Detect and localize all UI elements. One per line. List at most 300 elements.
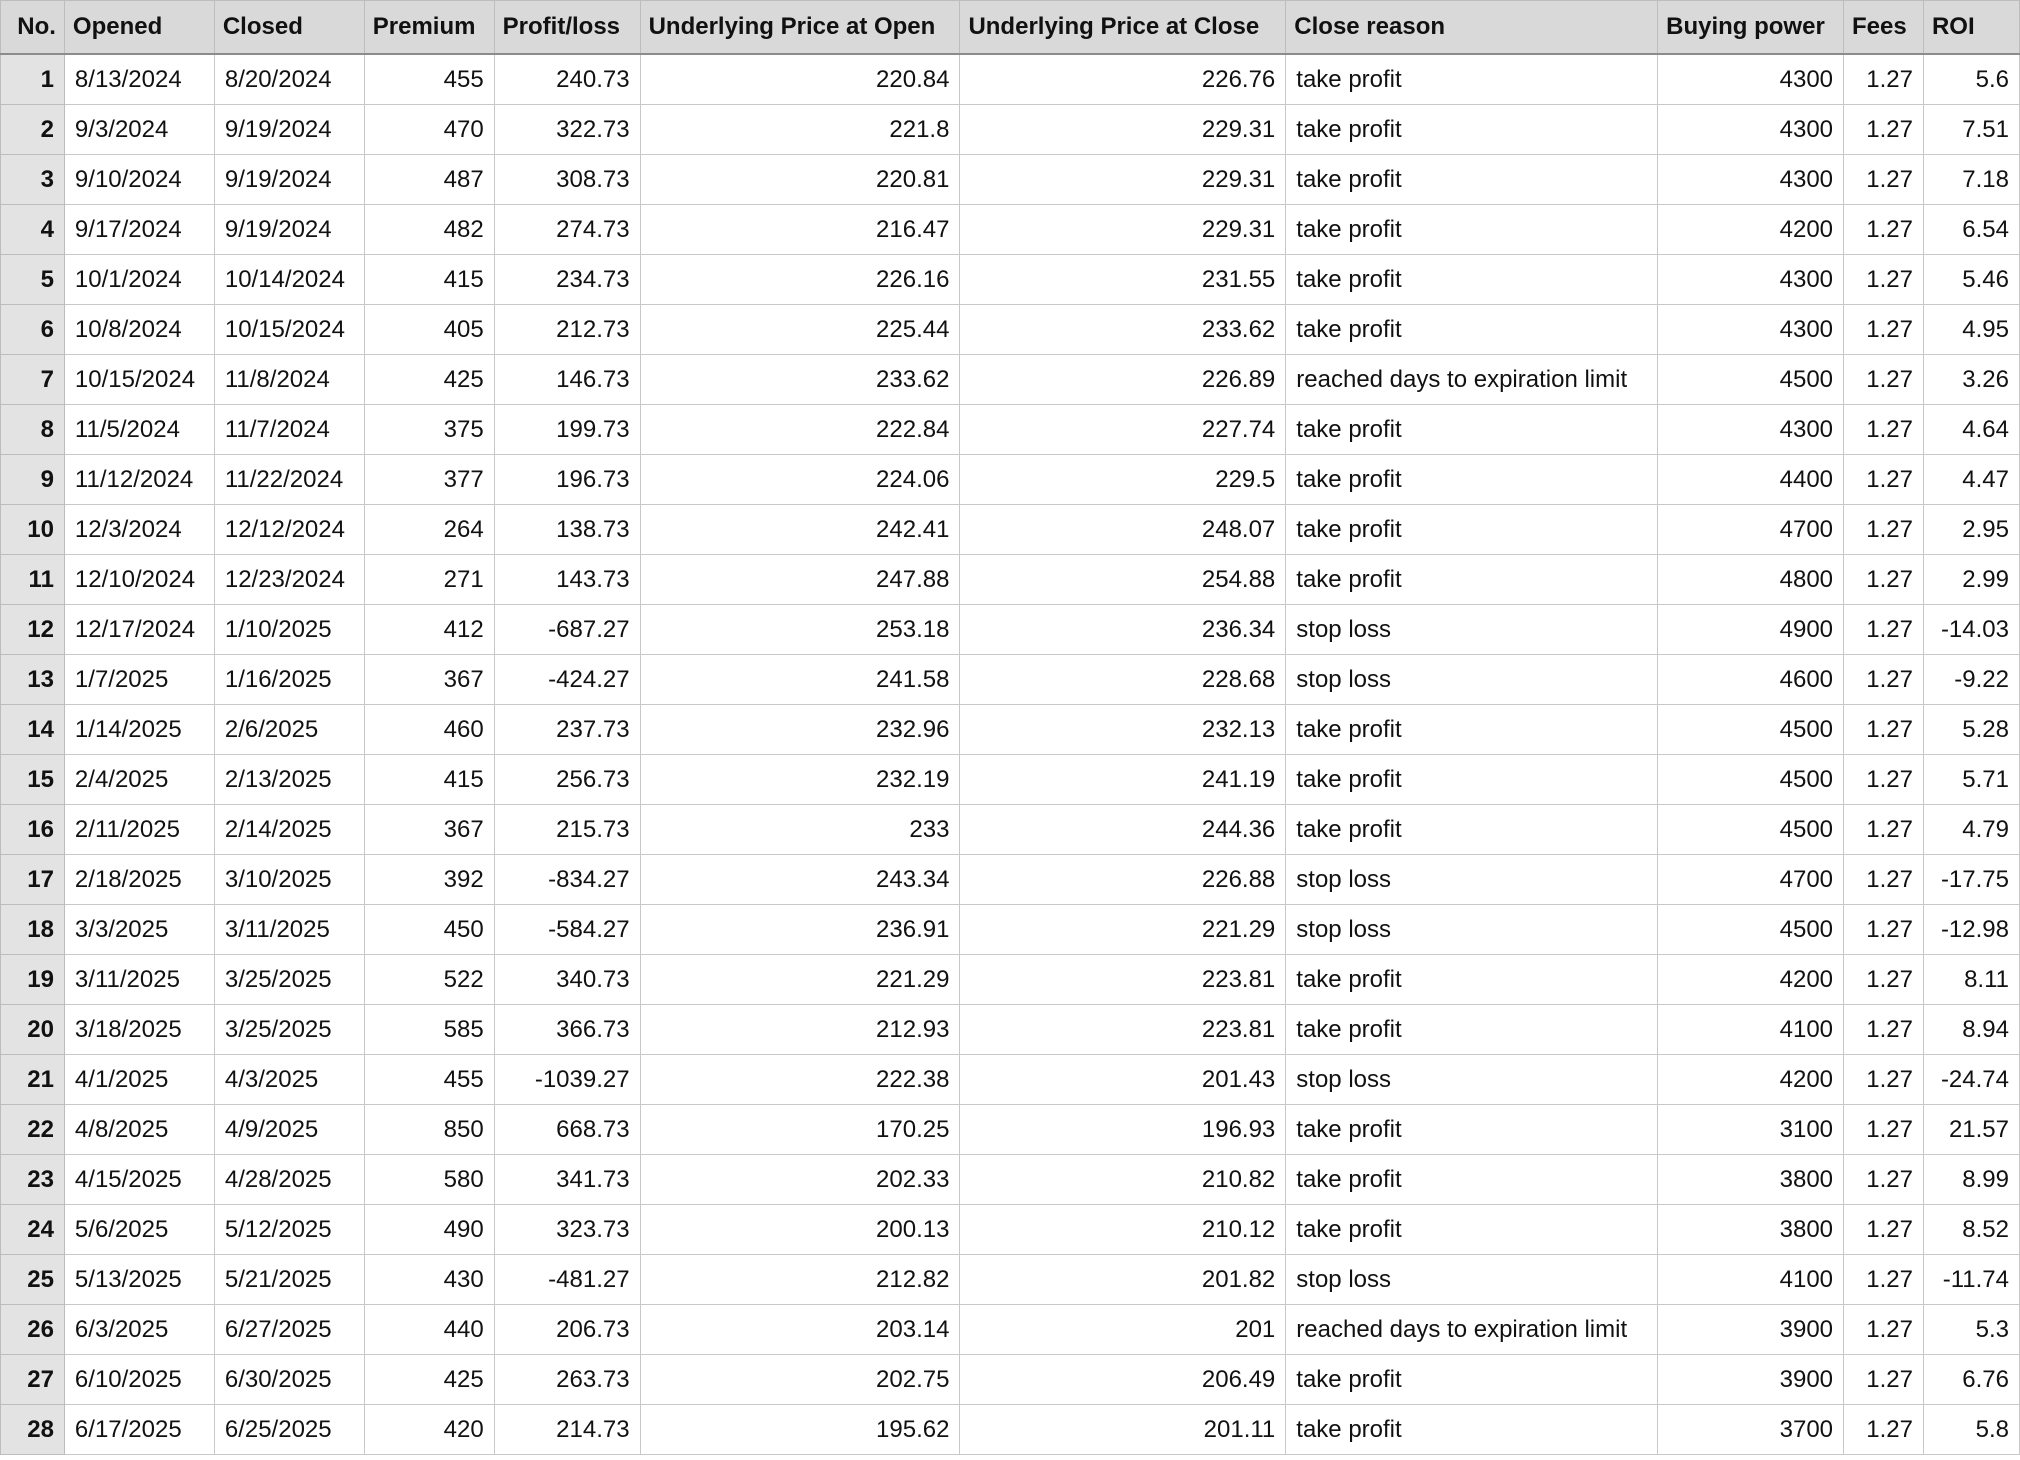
price-open-cell[interactable]: 202.33 xyxy=(640,1155,960,1205)
price-open-cell[interactable]: 226.16 xyxy=(640,255,960,305)
premium-cell[interactable]: 490 xyxy=(364,1205,494,1255)
close-reason-cell[interactable]: take profit xyxy=(1286,1155,1658,1205)
premium-cell[interactable]: 470 xyxy=(364,105,494,155)
price-open-cell[interactable]: 221.29 xyxy=(640,955,960,1005)
premium-cell[interactable]: 522 xyxy=(364,955,494,1005)
profit-loss-cell[interactable]: 263.73 xyxy=(494,1355,640,1405)
profit-loss-cell[interactable]: 366.73 xyxy=(494,1005,640,1055)
roi-cell[interactable]: 5.3 xyxy=(1923,1305,2019,1355)
price-close-cell[interactable]: 201.43 xyxy=(960,1055,1286,1105)
fees-cell[interactable]: 1.27 xyxy=(1844,1255,1924,1305)
buying-power-cell[interactable]: 3900 xyxy=(1658,1305,1844,1355)
close-reason-cell[interactable]: take profit xyxy=(1286,54,1658,105)
fees-cell[interactable]: 1.27 xyxy=(1844,1355,1924,1405)
opened-cell[interactable]: 5/6/2025 xyxy=(64,1205,214,1255)
opened-cell[interactable]: 9/10/2024 xyxy=(64,155,214,205)
fees-cell[interactable]: 1.27 xyxy=(1844,755,1924,805)
close-reason-cell[interactable]: stop loss xyxy=(1286,1255,1658,1305)
price-close-cell[interactable]: 201 xyxy=(960,1305,1286,1355)
row-number[interactable]: 11 xyxy=(1,555,65,605)
roi-cell[interactable]: 6.76 xyxy=(1923,1355,2019,1405)
closed-cell[interactable]: 11/7/2024 xyxy=(214,405,364,455)
price-close-cell[interactable]: 201.11 xyxy=(960,1405,1286,1455)
profit-loss-cell[interactable]: 308.73 xyxy=(494,155,640,205)
price-close-cell[interactable]: 229.5 xyxy=(960,455,1286,505)
closed-cell[interactable]: 4/3/2025 xyxy=(214,1055,364,1105)
row-number[interactable]: 26 xyxy=(1,1305,65,1355)
profit-loss-cell[interactable]: 143.73 xyxy=(494,555,640,605)
opened-cell[interactable]: 9/3/2024 xyxy=(64,105,214,155)
premium-cell[interactable]: 412 xyxy=(364,605,494,655)
row-number[interactable]: 13 xyxy=(1,655,65,705)
premium-cell[interactable]: 415 xyxy=(364,755,494,805)
opened-cell[interactable]: 3/3/2025 xyxy=(64,905,214,955)
profit-loss-cell[interactable]: -687.27 xyxy=(494,605,640,655)
premium-cell[interactable]: 392 xyxy=(364,855,494,905)
closed-cell[interactable]: 10/14/2024 xyxy=(214,255,364,305)
closed-cell[interactable]: 9/19/2024 xyxy=(214,105,364,155)
profit-loss-cell[interactable]: -584.27 xyxy=(494,905,640,955)
profit-loss-cell[interactable]: -834.27 xyxy=(494,855,640,905)
closed-cell[interactable]: 3/11/2025 xyxy=(214,905,364,955)
row-number[interactable]: 27 xyxy=(1,1355,65,1405)
row-number[interactable]: 14 xyxy=(1,705,65,755)
price-close-cell[interactable]: 226.89 xyxy=(960,355,1286,405)
opened-cell[interactable]: 3/11/2025 xyxy=(64,955,214,1005)
close-reason-cell[interactable]: stop loss xyxy=(1286,605,1658,655)
buying-power-cell[interactable]: 4700 xyxy=(1658,505,1844,555)
closed-cell[interactable]: 3/25/2025 xyxy=(214,955,364,1005)
price-close-cell[interactable]: 206.49 xyxy=(960,1355,1286,1405)
profit-loss-cell[interactable]: -481.27 xyxy=(494,1255,640,1305)
price-close-cell[interactable]: 223.81 xyxy=(960,955,1286,1005)
fees-cell[interactable]: 1.27 xyxy=(1844,955,1924,1005)
price-close-cell[interactable]: 233.62 xyxy=(960,305,1286,355)
opened-cell[interactable]: 6/3/2025 xyxy=(64,1305,214,1355)
fees-cell[interactable]: 1.27 xyxy=(1844,54,1924,105)
price-close-cell[interactable]: 223.81 xyxy=(960,1005,1286,1055)
close-reason-cell[interactable]: take profit xyxy=(1286,155,1658,205)
close-reason-cell[interactable]: stop loss xyxy=(1286,905,1658,955)
buying-power-cell[interactable]: 4500 xyxy=(1658,355,1844,405)
row-number[interactable]: 5 xyxy=(1,255,65,305)
price-open-cell[interactable]: 203.14 xyxy=(640,1305,960,1355)
premium-cell[interactable]: 420 xyxy=(364,1405,494,1455)
roi-cell[interactable]: 4.47 xyxy=(1923,455,2019,505)
fees-cell[interactable]: 1.27 xyxy=(1844,1155,1924,1205)
fees-cell[interactable]: 1.27 xyxy=(1844,205,1924,255)
fees-cell[interactable]: 1.27 xyxy=(1844,1405,1924,1455)
fees-cell[interactable]: 1.27 xyxy=(1844,105,1924,155)
buying-power-cell[interactable]: 4300 xyxy=(1658,155,1844,205)
buying-power-cell[interactable]: 4100 xyxy=(1658,1005,1844,1055)
fees-cell[interactable]: 1.27 xyxy=(1844,1105,1924,1155)
buying-power-cell[interactable]: 4500 xyxy=(1658,755,1844,805)
premium-cell[interactable]: 455 xyxy=(364,54,494,105)
buying-power-cell[interactable]: 4300 xyxy=(1658,405,1844,455)
close-reason-cell[interactable]: take profit xyxy=(1286,1205,1658,1255)
close-reason-cell[interactable]: stop loss xyxy=(1286,655,1658,705)
roi-cell[interactable]: -11.74 xyxy=(1923,1255,2019,1305)
premium-cell[interactable]: 377 xyxy=(364,455,494,505)
close-reason-cell[interactable]: take profit xyxy=(1286,255,1658,305)
buying-power-cell[interactable]: 4800 xyxy=(1658,555,1844,605)
close-reason-cell[interactable]: take profit xyxy=(1286,205,1658,255)
buying-power-cell[interactable]: 3800 xyxy=(1658,1205,1844,1255)
header-no[interactable]: No. xyxy=(1,1,65,55)
premium-cell[interactable]: 430 xyxy=(364,1255,494,1305)
price-open-cell[interactable]: 224.06 xyxy=(640,455,960,505)
price-close-cell[interactable]: 229.31 xyxy=(960,205,1286,255)
opened-cell[interactable]: 4/1/2025 xyxy=(64,1055,214,1105)
roi-cell[interactable]: -12.98 xyxy=(1923,905,2019,955)
row-number[interactable]: 6 xyxy=(1,305,65,355)
opened-cell[interactable]: 9/17/2024 xyxy=(64,205,214,255)
closed-cell[interactable]: 2/13/2025 xyxy=(214,755,364,805)
buying-power-cell[interactable]: 4400 xyxy=(1658,455,1844,505)
closed-cell[interactable]: 3/10/2025 xyxy=(214,855,364,905)
closed-cell[interactable]: 9/19/2024 xyxy=(214,205,364,255)
closed-cell[interactable]: 1/10/2025 xyxy=(214,605,364,655)
price-open-cell[interactable]: 236.91 xyxy=(640,905,960,955)
profit-loss-cell[interactable]: 199.73 xyxy=(494,405,640,455)
roi-cell[interactable]: 5.46 xyxy=(1923,255,2019,305)
buying-power-cell[interactable]: 4300 xyxy=(1658,255,1844,305)
price-open-cell[interactable]: 243.34 xyxy=(640,855,960,905)
closed-cell[interactable]: 5/12/2025 xyxy=(214,1205,364,1255)
roi-cell[interactable]: -9.22 xyxy=(1923,655,2019,705)
price-close-cell[interactable]: 232.13 xyxy=(960,705,1286,755)
close-reason-cell[interactable]: stop loss xyxy=(1286,1055,1658,1105)
premium-cell[interactable]: 850 xyxy=(364,1105,494,1155)
roi-cell[interactable]: 8.99 xyxy=(1923,1155,2019,1205)
price-open-cell[interactable]: 253.18 xyxy=(640,605,960,655)
row-number[interactable]: 18 xyxy=(1,905,65,955)
roi-cell[interactable]: 2.99 xyxy=(1923,555,2019,605)
close-reason-cell[interactable]: take profit xyxy=(1286,1105,1658,1155)
profit-loss-cell[interactable]: 215.73 xyxy=(494,805,640,855)
premium-cell[interactable]: 455 xyxy=(364,1055,494,1105)
row-number[interactable]: 12 xyxy=(1,605,65,655)
fees-cell[interactable]: 1.27 xyxy=(1844,1305,1924,1355)
header-closed[interactable]: Closed xyxy=(214,1,364,55)
premium-cell[interactable]: 425 xyxy=(364,1355,494,1405)
fees-cell[interactable]: 1.27 xyxy=(1844,255,1924,305)
row-number[interactable]: 2 xyxy=(1,105,65,155)
close-reason-cell[interactable]: take profit xyxy=(1286,805,1658,855)
buying-power-cell[interactable]: 3700 xyxy=(1658,1405,1844,1455)
roi-cell[interactable]: 8.52 xyxy=(1923,1205,2019,1255)
closed-cell[interactable]: 2/6/2025 xyxy=(214,705,364,755)
roi-cell[interactable]: 3.26 xyxy=(1923,355,2019,405)
row-number[interactable]: 20 xyxy=(1,1005,65,1055)
close-reason-cell[interactable]: take profit xyxy=(1286,1005,1658,1055)
opened-cell[interactable]: 12/3/2024 xyxy=(64,505,214,555)
price-close-cell[interactable]: 196.93 xyxy=(960,1105,1286,1155)
close-reason-cell[interactable]: take profit xyxy=(1286,705,1658,755)
opened-cell[interactable]: 5/13/2025 xyxy=(64,1255,214,1305)
close-reason-cell[interactable]: take profit xyxy=(1286,305,1658,355)
premium-cell[interactable]: 487 xyxy=(364,155,494,205)
close-reason-cell[interactable]: take profit xyxy=(1286,755,1658,805)
row-number[interactable]: 17 xyxy=(1,855,65,905)
premium-cell[interactable]: 425 xyxy=(364,355,494,405)
roi-cell[interactable]: 4.79 xyxy=(1923,805,2019,855)
opened-cell[interactable]: 1/7/2025 xyxy=(64,655,214,705)
close-reason-cell[interactable]: take profit xyxy=(1286,1355,1658,1405)
closed-cell[interactable]: 6/27/2025 xyxy=(214,1305,364,1355)
premium-cell[interactable]: 271 xyxy=(364,555,494,605)
row-number[interactable]: 9 xyxy=(1,455,65,505)
roi-cell[interactable]: 7.18 xyxy=(1923,155,2019,205)
header-opened[interactable]: Opened xyxy=(64,1,214,55)
row-number[interactable]: 4 xyxy=(1,205,65,255)
price-open-cell[interactable]: 170.25 xyxy=(640,1105,960,1155)
close-reason-cell[interactable]: take profit xyxy=(1286,405,1658,455)
header-price-close[interactable]: Underlying Price at Close xyxy=(960,1,1286,55)
row-number[interactable]: 25 xyxy=(1,1255,65,1305)
buying-power-cell[interactable]: 4300 xyxy=(1658,105,1844,155)
closed-cell[interactable]: 12/23/2024 xyxy=(214,555,364,605)
fees-cell[interactable]: 1.27 xyxy=(1844,355,1924,405)
fees-cell[interactable]: 1.27 xyxy=(1844,655,1924,705)
buying-power-cell[interactable]: 4100 xyxy=(1658,1255,1844,1305)
row-number[interactable]: 23 xyxy=(1,1155,65,1205)
close-reason-cell[interactable]: reached days to expiration limit xyxy=(1286,1305,1658,1355)
price-open-cell[interactable]: 232.96 xyxy=(640,705,960,755)
row-number[interactable]: 22 xyxy=(1,1105,65,1155)
buying-power-cell[interactable]: 4200 xyxy=(1658,1055,1844,1105)
buying-power-cell[interactable]: 4200 xyxy=(1658,955,1844,1005)
premium-cell[interactable]: 375 xyxy=(364,405,494,455)
opened-cell[interactable]: 2/18/2025 xyxy=(64,855,214,905)
roi-cell[interactable]: -24.74 xyxy=(1923,1055,2019,1105)
close-reason-cell[interactable]: take profit xyxy=(1286,455,1658,505)
profit-loss-cell[interactable]: 668.73 xyxy=(494,1105,640,1155)
profit-loss-cell[interactable]: 274.73 xyxy=(494,205,640,255)
fees-cell[interactable]: 1.27 xyxy=(1844,1205,1924,1255)
fees-cell[interactable]: 1.27 xyxy=(1844,505,1924,555)
opened-cell[interactable]: 4/15/2025 xyxy=(64,1155,214,1205)
opened-cell[interactable]: 11/12/2024 xyxy=(64,455,214,505)
price-open-cell[interactable]: 216.47 xyxy=(640,205,960,255)
roi-cell[interactable]: 4.95 xyxy=(1923,305,2019,355)
premium-cell[interactable]: 450 xyxy=(364,905,494,955)
profit-loss-cell[interactable]: 214.73 xyxy=(494,1405,640,1455)
premium-cell[interactable]: 580 xyxy=(364,1155,494,1205)
price-close-cell[interactable]: 244.36 xyxy=(960,805,1286,855)
premium-cell[interactable]: 367 xyxy=(364,805,494,855)
price-close-cell[interactable]: 254.88 xyxy=(960,555,1286,605)
header-price-open[interactable]: Underlying Price at Open xyxy=(640,1,960,55)
profit-loss-cell[interactable]: -424.27 xyxy=(494,655,640,705)
buying-power-cell[interactable]: 4300 xyxy=(1658,54,1844,105)
profit-loss-cell[interactable]: 256.73 xyxy=(494,755,640,805)
header-buying-power[interactable]: Buying power xyxy=(1658,1,1844,55)
roi-cell[interactable]: -14.03 xyxy=(1923,605,2019,655)
price-open-cell[interactable]: 241.58 xyxy=(640,655,960,705)
row-number[interactable]: 8 xyxy=(1,405,65,455)
header-roi[interactable]: ROI xyxy=(1923,1,2019,55)
row-number[interactable]: 28 xyxy=(1,1405,65,1455)
price-close-cell[interactable]: 227.74 xyxy=(960,405,1286,455)
closed-cell[interactable]: 4/9/2025 xyxy=(214,1105,364,1155)
fees-cell[interactable]: 1.27 xyxy=(1844,805,1924,855)
opened-cell[interactable]: 1/14/2025 xyxy=(64,705,214,755)
opened-cell[interactable]: 6/10/2025 xyxy=(64,1355,214,1405)
roi-cell[interactable]: 6.54 xyxy=(1923,205,2019,255)
close-reason-cell[interactable]: take profit xyxy=(1286,1405,1658,1455)
price-open-cell[interactable]: 222.38 xyxy=(640,1055,960,1105)
profit-loss-cell[interactable]: 196.73 xyxy=(494,455,640,505)
buying-power-cell[interactable]: 3100 xyxy=(1658,1105,1844,1155)
fees-cell[interactable]: 1.27 xyxy=(1844,405,1924,455)
opened-cell[interactable]: 10/15/2024 xyxy=(64,355,214,405)
roi-cell[interactable]: 8.11 xyxy=(1923,955,2019,1005)
row-number[interactable]: 16 xyxy=(1,805,65,855)
profit-loss-cell[interactable]: 237.73 xyxy=(494,705,640,755)
roi-cell[interactable]: 2.95 xyxy=(1923,505,2019,555)
premium-cell[interactable]: 405 xyxy=(364,305,494,355)
closed-cell[interactable]: 8/20/2024 xyxy=(214,54,364,105)
price-close-cell[interactable]: 221.29 xyxy=(960,905,1286,955)
price-close-cell[interactable]: 210.12 xyxy=(960,1205,1286,1255)
closed-cell[interactable]: 2/14/2025 xyxy=(214,805,364,855)
buying-power-cell[interactable]: 3800 xyxy=(1658,1155,1844,1205)
roi-cell[interactable]: 21.57 xyxy=(1923,1105,2019,1155)
close-reason-cell[interactable]: take profit xyxy=(1286,105,1658,155)
roi-cell[interactable]: 8.94 xyxy=(1923,1005,2019,1055)
header-close-reason[interactable]: Close reason xyxy=(1286,1,1658,55)
opened-cell[interactable]: 11/5/2024 xyxy=(64,405,214,455)
price-open-cell[interactable]: 212.93 xyxy=(640,1005,960,1055)
header-fees[interactable]: Fees xyxy=(1844,1,1924,55)
price-close-cell[interactable]: 226.88 xyxy=(960,855,1286,905)
closed-cell[interactable]: 5/21/2025 xyxy=(214,1255,364,1305)
roi-cell[interactable]: 7.51 xyxy=(1923,105,2019,155)
buying-power-cell[interactable]: 4600 xyxy=(1658,655,1844,705)
closed-cell[interactable]: 3/25/2025 xyxy=(214,1005,364,1055)
close-reason-cell[interactable]: take profit xyxy=(1286,555,1658,605)
fees-cell[interactable]: 1.27 xyxy=(1844,605,1924,655)
roi-cell[interactable]: 5.6 xyxy=(1923,54,2019,105)
opened-cell[interactable]: 3/18/2025 xyxy=(64,1005,214,1055)
premium-cell[interactable]: 440 xyxy=(364,1305,494,1355)
fees-cell[interactable]: 1.27 xyxy=(1844,305,1924,355)
price-open-cell[interactable]: 200.13 xyxy=(640,1205,960,1255)
closed-cell[interactable]: 11/22/2024 xyxy=(214,455,364,505)
price-close-cell[interactable]: 231.55 xyxy=(960,255,1286,305)
row-number[interactable]: 1 xyxy=(1,54,65,105)
premium-cell[interactable]: 264 xyxy=(364,505,494,555)
header-profit-loss[interactable]: Profit/loss xyxy=(494,1,640,55)
profit-loss-cell[interactable]: 341.73 xyxy=(494,1155,640,1205)
price-open-cell[interactable]: 222.84 xyxy=(640,405,960,455)
close-reason-cell[interactable]: take profit xyxy=(1286,955,1658,1005)
closed-cell[interactable]: 10/15/2024 xyxy=(214,305,364,355)
row-number[interactable]: 19 xyxy=(1,955,65,1005)
closed-cell[interactable]: 9/19/2024 xyxy=(214,155,364,205)
price-open-cell[interactable]: 247.88 xyxy=(640,555,960,605)
closed-cell[interactable]: 1/16/2025 xyxy=(214,655,364,705)
fees-cell[interactable]: 1.27 xyxy=(1844,905,1924,955)
opened-cell[interactable]: 8/13/2024 xyxy=(64,54,214,105)
price-close-cell[interactable]: 229.31 xyxy=(960,105,1286,155)
premium-cell[interactable]: 415 xyxy=(364,255,494,305)
closed-cell[interactable]: 6/25/2025 xyxy=(214,1405,364,1455)
price-open-cell[interactable]: 242.41 xyxy=(640,505,960,555)
premium-cell[interactable]: 367 xyxy=(364,655,494,705)
price-open-cell[interactable]: 202.75 xyxy=(640,1355,960,1405)
fees-cell[interactable]: 1.27 xyxy=(1844,455,1924,505)
row-number[interactable]: 24 xyxy=(1,1205,65,1255)
roi-cell[interactable]: 5.8 xyxy=(1923,1405,2019,1455)
roi-cell[interactable]: 4.64 xyxy=(1923,405,2019,455)
price-open-cell[interactable]: 212.82 xyxy=(640,1255,960,1305)
close-reason-cell[interactable]: stop loss xyxy=(1286,855,1658,905)
closed-cell[interactable]: 11/8/2024 xyxy=(214,355,364,405)
buying-power-cell[interactable]: 4500 xyxy=(1658,905,1844,955)
header-premium[interactable]: Premium xyxy=(364,1,494,55)
profit-loss-cell[interactable]: 323.73 xyxy=(494,1205,640,1255)
close-reason-cell[interactable]: take profit xyxy=(1286,505,1658,555)
price-close-cell[interactable]: 226.76 xyxy=(960,54,1286,105)
profit-loss-cell[interactable]: 146.73 xyxy=(494,355,640,405)
price-open-cell[interactable]: 221.8 xyxy=(640,105,960,155)
buying-power-cell[interactable]: 4500 xyxy=(1658,705,1844,755)
buying-power-cell[interactable]: 4700 xyxy=(1658,855,1844,905)
row-number[interactable]: 15 xyxy=(1,755,65,805)
price-open-cell[interactable]: 232.19 xyxy=(640,755,960,805)
price-close-cell[interactable]: 201.82 xyxy=(960,1255,1286,1305)
premium-cell[interactable]: 585 xyxy=(364,1005,494,1055)
price-close-cell[interactable]: 229.31 xyxy=(960,155,1286,205)
opened-cell[interactable]: 10/1/2024 xyxy=(64,255,214,305)
fees-cell[interactable]: 1.27 xyxy=(1844,705,1924,755)
price-open-cell[interactable]: 220.81 xyxy=(640,155,960,205)
buying-power-cell[interactable]: 3900 xyxy=(1658,1355,1844,1405)
buying-power-cell[interactable]: 4300 xyxy=(1658,305,1844,355)
row-number[interactable]: 7 xyxy=(1,355,65,405)
roi-cell[interactable]: -17.75 xyxy=(1923,855,2019,905)
price-close-cell[interactable]: 248.07 xyxy=(960,505,1286,555)
price-close-cell[interactable]: 228.68 xyxy=(960,655,1286,705)
premium-cell[interactable]: 460 xyxy=(364,705,494,755)
price-close-cell[interactable]: 210.82 xyxy=(960,1155,1286,1205)
profit-loss-cell[interactable]: 234.73 xyxy=(494,255,640,305)
buying-power-cell[interactable]: 4900 xyxy=(1658,605,1844,655)
opened-cell[interactable]: 12/10/2024 xyxy=(64,555,214,605)
profit-loss-cell[interactable]: 138.73 xyxy=(494,505,640,555)
buying-power-cell[interactable]: 4500 xyxy=(1658,805,1844,855)
premium-cell[interactable]: 482 xyxy=(364,205,494,255)
opened-cell[interactable]: 10/8/2024 xyxy=(64,305,214,355)
row-number[interactable]: 10 xyxy=(1,505,65,555)
price-open-cell[interactable]: 220.84 xyxy=(640,54,960,105)
opened-cell[interactable]: 6/17/2025 xyxy=(64,1405,214,1455)
opened-cell[interactable]: 4/8/2025 xyxy=(64,1105,214,1155)
roi-cell[interactable]: 5.28 xyxy=(1923,705,2019,755)
roi-cell[interactable]: 5.71 xyxy=(1923,755,2019,805)
price-open-cell[interactable]: 233.62 xyxy=(640,355,960,405)
profit-loss-cell[interactable]: -1039.27 xyxy=(494,1055,640,1105)
closed-cell[interactable]: 12/12/2024 xyxy=(214,505,364,555)
price-close-cell[interactable]: 241.19 xyxy=(960,755,1286,805)
fees-cell[interactable]: 1.27 xyxy=(1844,1005,1924,1055)
fees-cell[interactable]: 1.27 xyxy=(1844,555,1924,605)
price-close-cell[interactable]: 236.34 xyxy=(960,605,1286,655)
fees-cell[interactable]: 1.27 xyxy=(1844,855,1924,905)
